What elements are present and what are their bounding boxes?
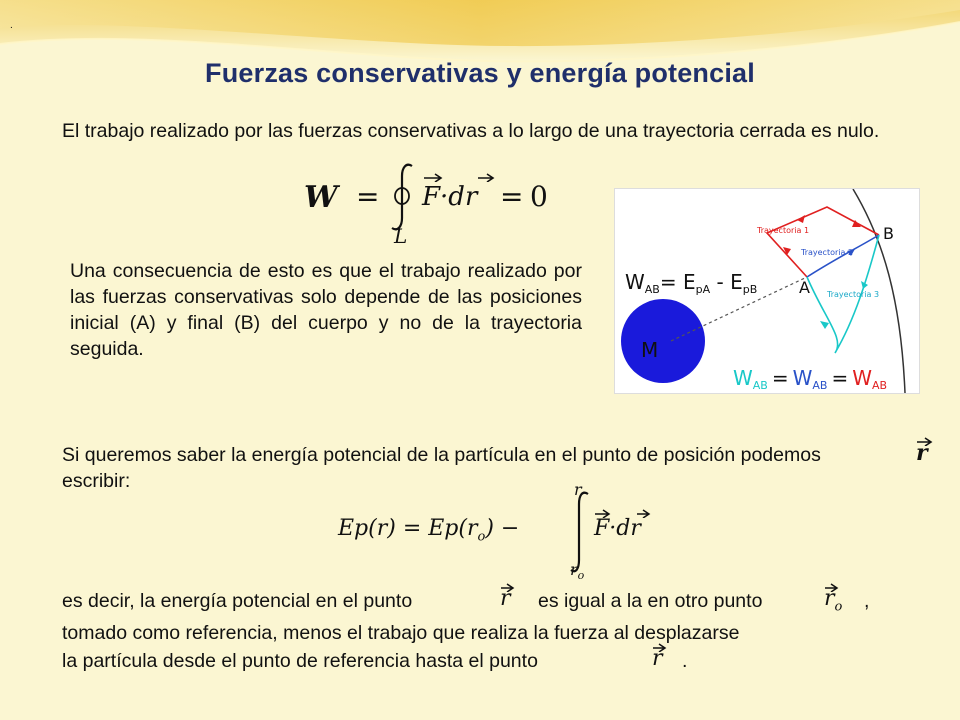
trajectory-3-label: Trayectoria 3	[827, 290, 880, 299]
paragraph-line-1-mid: es igual a la en otro punto	[538, 590, 763, 612]
force-dot-displacement: F·dr	[422, 182, 478, 212]
paragraph-closed-path: El trabajo realizado por las fuerzas conservativas a lo largo de una trayectoria cerrada es nulo.	[62, 120, 880, 142]
vector-arrow-icon	[594, 508, 612, 518]
paragraph-potential-energy-intro: Si queremos saber la energía potencial de la partícula en el punto de posición podemos escribir:	[62, 444, 821, 492]
diagram-svg	[615, 189, 919, 393]
upper-limit: r	[574, 480, 582, 499]
lower-limit: $r_o$	[570, 560, 585, 583]
vector-arrow-icon	[476, 172, 496, 182]
closed-integral-equation	[304, 162, 554, 248]
vector-arrow-icon	[500, 582, 516, 592]
paragraph-end: .	[682, 650, 688, 672]
contour-integral-icon	[388, 162, 422, 232]
mass-label: M	[641, 338, 659, 362]
zero-result: 0	[530, 180, 548, 213]
point-a-label: A	[799, 278, 810, 297]
mass-sphere	[621, 299, 705, 383]
paragraph-comma: ,	[864, 590, 870, 612]
equation-lhs: $Ep(r) = Ep(r_o)$ −	[338, 516, 520, 545]
vector-arrow-icon	[636, 508, 652, 518]
position-vector-inline-end: r	[652, 646, 663, 671]
contour-label: L	[394, 224, 408, 248]
paragraph-line-2: tomado como referencia, menos el trabajo que realiza la fuerza al desplazarse	[62, 622, 740, 644]
trajectory-1-label: Trayectoria 1	[757, 226, 810, 235]
point-b-label: B	[883, 224, 894, 243]
work-equality: $W_{AB} = W_{AB} = W_{AB}$	[733, 366, 888, 392]
work-symbol: W	[304, 180, 338, 215]
paragraph-path-independence: Una consecuencia de esto es que el trabajo realizado por las fuerzas conservativas solo depende de las posiciones inicial (A) y final (B) del cuerpo y no de la trayectoria seguida.	[70, 260, 582, 360]
trajectory-2-label: Trayectoria 2	[801, 248, 854, 257]
paragraph-line-3: la partícula desde el punto de referencia hasta el punto	[62, 650, 538, 672]
vector-arrow-icon	[824, 582, 840, 592]
decorative-wave	[0, 0, 960, 110]
position-vector: r	[916, 440, 928, 466]
trajectory-diagram	[614, 188, 920, 394]
equals-sign: =	[356, 180, 380, 213]
vector-arrow-icon	[652, 642, 668, 652]
slide-title: Fuerzas conservativas y energía potencial	[205, 58, 755, 88]
work-energy-equation: $W_{AB}= E_{pA} - E_{pB}$	[625, 270, 758, 296]
paragraph-line-1: es decir, la energía potencial en el punto	[62, 590, 413, 612]
equals-sign: =	[500, 180, 524, 213]
corner-mark: .	[10, 20, 13, 31]
vector-arrow-icon	[422, 172, 444, 182]
position-vector-inline: r	[500, 586, 511, 611]
force-dot-displacement: F·dr	[594, 516, 641, 541]
potential-energy-equation	[338, 480, 658, 583]
reference-vector-inline: $r_o$	[824, 586, 842, 614]
vector-arrow-icon	[916, 436, 934, 446]
